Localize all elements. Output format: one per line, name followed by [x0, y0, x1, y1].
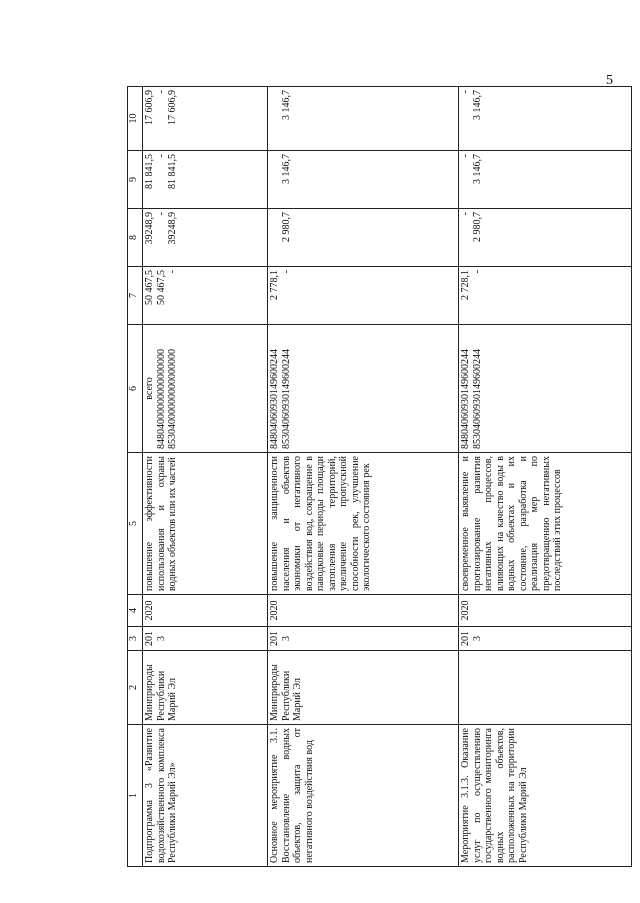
col-header: 3 [128, 627, 143, 651]
table-row [268, 87, 459, 867]
row-codes [459, 325, 632, 453]
row-value-10 [459, 87, 632, 151]
value-line: 3 146,7 [280, 90, 292, 120]
page-number: 5 [606, 73, 613, 88]
value-line [269, 154, 281, 205]
row-result: своевременное выявление и прогнозирование развития негативных процессов, влияющих на качество воды в водных объектах и их состояние, разработка и реализация мер по предотвращению негативных последствий этих процессов [459, 453, 632, 595]
row-codes [143, 325, 268, 453]
col-header: 6 [128, 325, 143, 453]
row-end-year: 2020 [143, 595, 268, 627]
row-value-10 [268, 87, 459, 151]
value-line: 2 778,1 [269, 270, 280, 300]
col-header: 1 [128, 725, 143, 867]
col-header: 5 [128, 453, 143, 595]
row-executor: Минприроды Республики Марий Эл [143, 651, 268, 725]
value-line: 3 146,7 [471, 154, 483, 184]
value-line: 81 841,5 [167, 154, 178, 189]
row-value-10 [143, 87, 268, 151]
rotated-table-container [127, 87, 622, 867]
col-header: 10 [128, 87, 143, 151]
col-header: 4 [128, 595, 143, 627]
row-value-9 [459, 151, 632, 209]
value-line: - [167, 270, 178, 274]
row-result: повышение защищенности населения и объектов экономики от негативного воздействия вод, сокращение в паводковые периоды площади затопления территорий, увеличение пропускной способности рек, улучшение экологического состояния рек [268, 453, 459, 595]
col-header: 8 [128, 209, 143, 267]
row-end-year: 2020 [268, 595, 459, 627]
col-header: 2 [128, 651, 143, 725]
row-end-year: 2020 [459, 595, 632, 627]
row-start-year: 2013 [459, 627, 632, 651]
value-line: 3 146,7 [471, 90, 483, 120]
code-line: 84804060930149600244 [269, 349, 280, 449]
row-value-8 [268, 209, 459, 267]
code-line: всего [144, 377, 155, 400]
row-executor [459, 651, 632, 725]
value-line: - [155, 90, 167, 94]
row-value-7 [143, 267, 268, 325]
value-line: 2 728,1 [460, 270, 471, 300]
value-line: - [280, 270, 292, 274]
value-line: - [460, 90, 471, 94]
row-name: Мероприятие 3.1.3. Оказание услуг по осуществлению государственного мониторинга водных объектов, расположенных на территории Республики Марий Эл [459, 725, 632, 867]
row-value-9 [268, 151, 459, 209]
value-line: 17 606,9 [167, 90, 178, 125]
code-line: 85304060930149600244 [280, 349, 292, 449]
value-line: - [155, 212, 167, 216]
row-codes [268, 325, 459, 453]
value-line: 39248,9 [167, 212, 178, 245]
row-name: Подпрограмма 3 «Развитие водохозяйственного комплекса Республики Марий Эл» [143, 725, 268, 867]
row-result: повышение эффективности использования и охраны водных объектов или их частей [143, 453, 268, 595]
row-value-7 [268, 267, 459, 325]
row-executor: Минприроды Республики Марий Эл [268, 651, 459, 725]
program-table [127, 86, 632, 867]
row-value-8 [459, 209, 632, 267]
code-line: 85304000000000000000 [167, 349, 178, 449]
row-start-year: 2013 [268, 627, 459, 651]
value-line: - [471, 270, 483, 274]
value-line: - [460, 154, 471, 158]
col-header: 7 [128, 267, 143, 325]
value-line: 2 980,7 [280, 212, 292, 242]
value-line [269, 90, 281, 147]
value-line: 2 980,7 [471, 212, 483, 242]
value-line: 50 467,5 [144, 270, 155, 305]
table-row [143, 87, 268, 867]
code-line: 85304060930149600244 [471, 349, 483, 449]
row-value-8 [143, 209, 268, 267]
value-line: - [155, 154, 167, 158]
table-row [459, 87, 632, 867]
row-start-year: 2013 [143, 627, 268, 651]
value-line: 50 467,5 [155, 270, 167, 305]
value-line: 39248,9 [144, 212, 155, 245]
row-value-7 [459, 267, 632, 325]
value-line [269, 212, 281, 263]
header-row [128, 87, 143, 867]
row-name: Основное мероприятие 3.1. Восстановление водных объектов, защита от негативного воздействия вод [268, 725, 459, 867]
value-line: 3 146,7 [280, 154, 292, 184]
code-line: 84804060930149600244 [460, 349, 471, 449]
col-header: 9 [128, 151, 143, 209]
row-value-9 [143, 151, 268, 209]
value-line: - [460, 212, 471, 216]
value-line: 17 606,9 [144, 90, 155, 125]
code-line: 84804000000000000000 [155, 349, 167, 449]
value-line: 81 841,5 [144, 154, 155, 189]
